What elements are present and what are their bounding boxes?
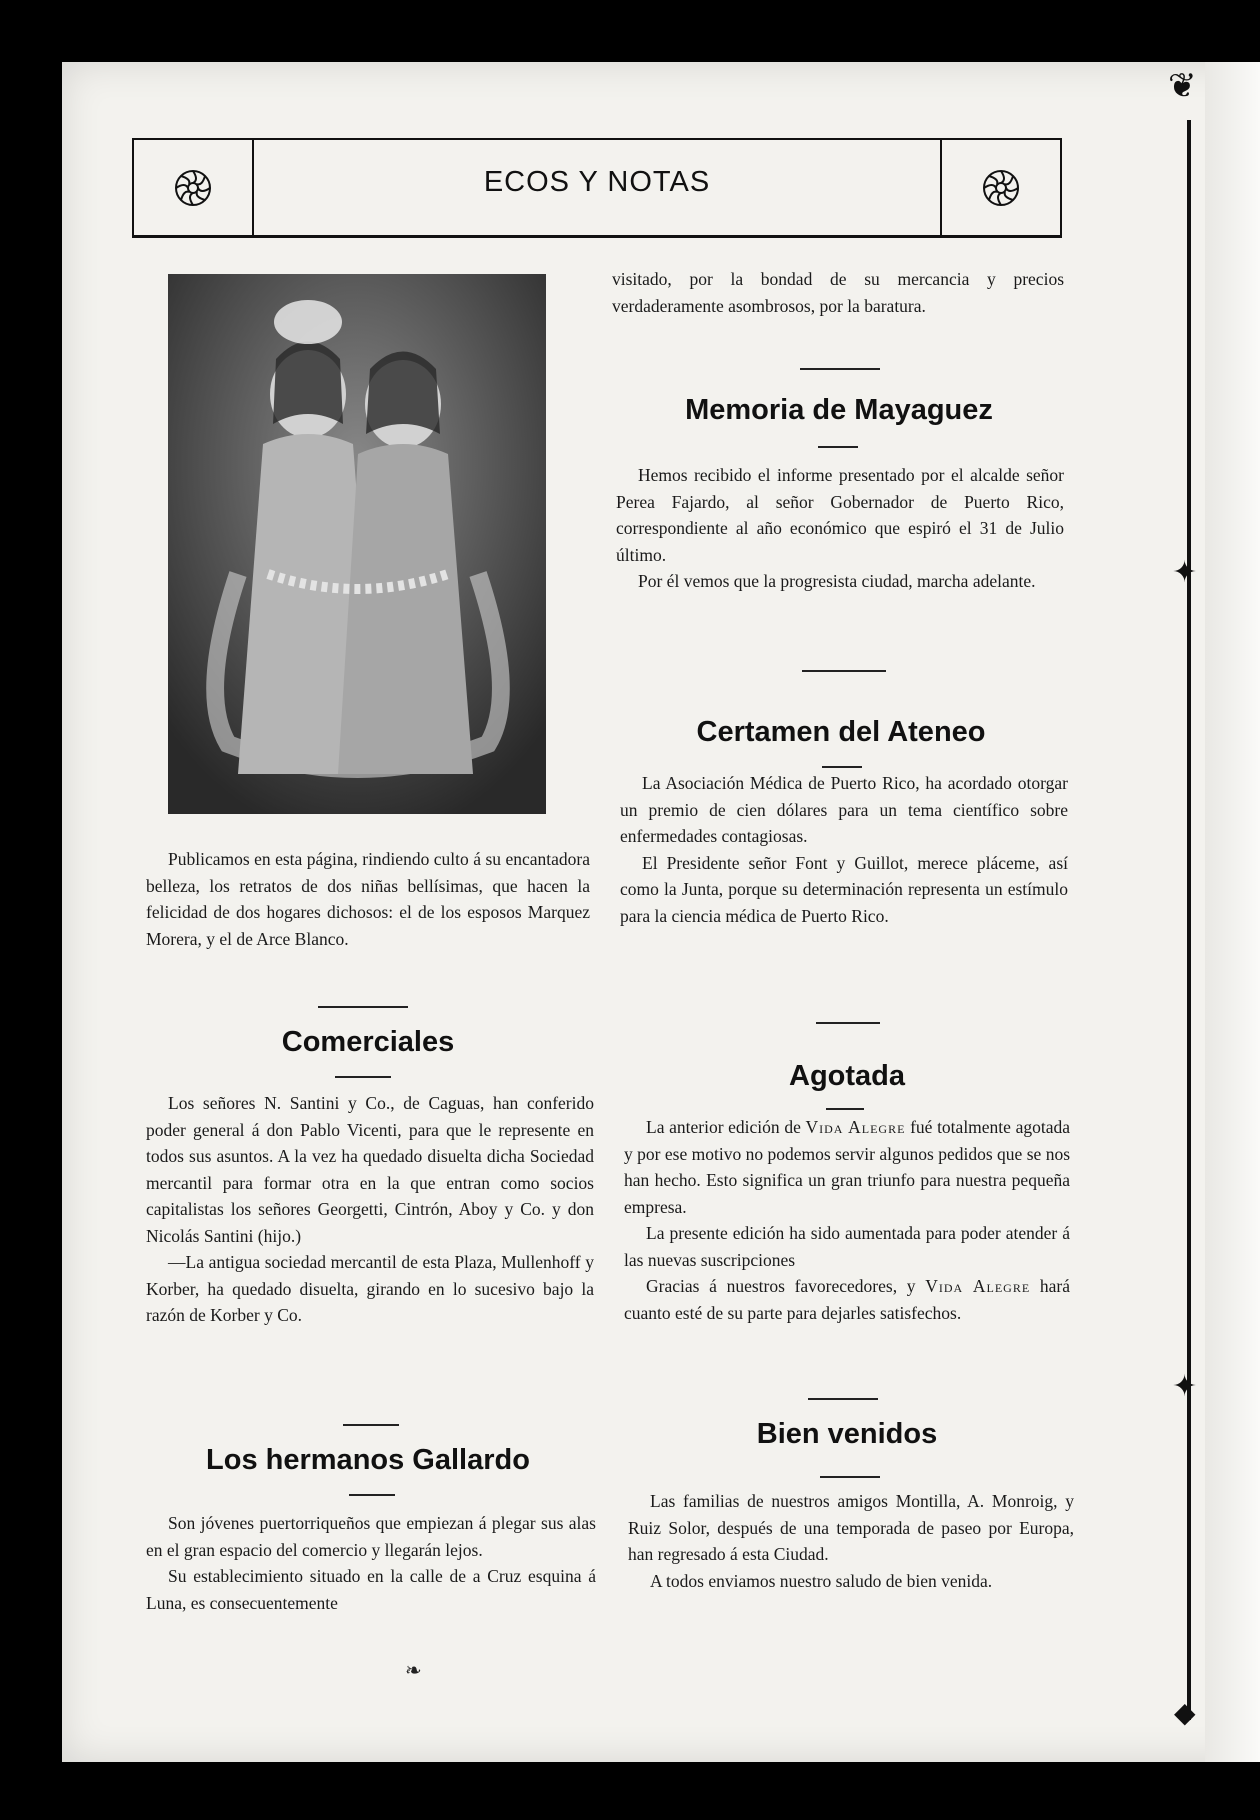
rosette-icon <box>981 168 1021 208</box>
separator-rule <box>343 1424 399 1426</box>
separator-rule <box>826 1108 864 1110</box>
portrait-photo <box>168 274 546 814</box>
separator-rule <box>818 446 858 448</box>
banner-left-cell <box>134 140 254 235</box>
portrait-photo-illustration <box>168 274 546 814</box>
continuation-paragraph: visitado, por la bondad de su mercancia y precios verdaderamente asombrosos, por la baratura. <box>612 269 1064 316</box>
page-edge <box>1205 62 1260 1762</box>
comerciales-paragraph: Los señores N. Santini y Co., de Caguas, han conferido poder general á don Pablo Vicenti, para que le represente en todos sus asuntos. A la vez ha quedado disuelta dicha Sociedad mercantil para formar otra en la que entran como socios capitalistas los señores Georgetti, Cintrón, Aboy y Co. y don Nicolás Santini (hijo.) <box>146 1093 594 1246</box>
separator-rule <box>335 1076 391 1078</box>
bienvenidos-paragraph: Las familias de nuestros amigos Montilla, A. Monroig, y Ruiz Solor, después de una temporada de paseo por Europa, han regresado á esta Ciudad. <box>628 1491 1074 1564</box>
separator-rule <box>808 1398 878 1400</box>
page-title: ECOS Y NOTAS <box>483 166 711 198</box>
magazine-name: Vida Alegre <box>925 1276 1031 1296</box>
separator-rule <box>800 368 880 370</box>
bienvenidos-paragraph: A todos enviamos nuestro saludo de bien venida. <box>650 1570 993 1591</box>
section-heading-agotada: Agotada <box>789 1060 905 1092</box>
ornament-icon: ❦ <box>1168 68 1197 105</box>
decorative-border-rule <box>1187 120 1191 1720</box>
banner-right-cell <box>940 140 1060 235</box>
separator-rule <box>822 766 862 768</box>
bienvenidos-body <box>628 1488 1074 1594</box>
memoria-body <box>616 462 1064 595</box>
ornament-icon: ◆ <box>1174 1698 1196 1729</box>
agotada-text: fué totalmente agotada y por ese motivo no podemos servir algunos pedidos que se nos han hecho. Esto significa un gran triunfo para nuestra pequeña empresa. <box>624 1117 1070 1217</box>
section-heading-memoria: Memoria de Mayaguez <box>685 394 993 426</box>
certamen-body <box>620 770 1068 929</box>
ornament-icon: ✦ <box>1172 1370 1198 1403</box>
comerciales-paragraph: —La antigua sociedad mercantil de esta Plaza, Mullenhoff y Korber, ha quedado disuelta, girando en lo sucesivo bajo la razón de Korber y Co. <box>146 1252 594 1325</box>
section-banner <box>132 138 1062 238</box>
agotada-paragraph: La presente edición ha sido aumentada para poder atender á las nuevas suscripciones <box>624 1223 1070 1270</box>
section-heading-certamen: Certamen del Ateneo <box>696 716 986 748</box>
memoria-paragraph: Por él vemos que la progresista ciudad, marcha adelante. <box>638 571 1036 591</box>
gallardo-paragraph: Su establecimiento situado en la calle de a Cruz esquina á Luna, es consecuentemente <box>146 1566 596 1613</box>
agotada-paragraph <box>624 1273 1070 1326</box>
gallardo-paragraph: Son jóvenes puertorriqueños que empiezan á plegar sus alas en el gran espacio del comercio y llegarán lejos. <box>146 1513 596 1560</box>
memoria-paragraph: Hemos recibido el informe presentado por el alcalde señor Perea Fajardo, al señor Gobernador de Puerto Rico, correspondiente al año económico que espiró el 31 de Julio último. <box>616 465 1064 565</box>
gallardo-continuation <box>612 266 1064 319</box>
certamen-paragraph: El Presidente señor Font y Guillot, merece pláceme, así como la Junta, porque su determinación representa un estímulo para la ciencia médica de Puerto Rico. <box>620 852 1068 926</box>
agotada-text: La anterior edición de <box>646 1117 806 1137</box>
agotada-paragraph <box>624 1114 1070 1220</box>
section-heading-bienvenidos: Bien venidos <box>756 1418 938 1450</box>
separator-rule <box>349 1494 395 1496</box>
gallardo-body <box>146 1510 596 1616</box>
certamen-paragraph: La Asociación Médica de Puerto Rico, ha acordado otorgar un premio de cien dólares para un tema científico sobre enfermedades contagiosas. <box>620 773 1068 846</box>
separator-rule <box>820 1476 880 1478</box>
section-heading-gallardo: Los hermanos Gallardo <box>206 1444 530 1476</box>
agotada-text: hará cuanto esté de su parte para dejarles satisfechos. <box>624 1276 1070 1323</box>
caption-paragraph: Publicamos en esta página, rindiendo culto á su encantadora belleza, los retratos de dos niñas bellísimas, que hacen la felicidad de dos hogares dichosos: el de los esposos Marquez Morera, y el de Arce Blanco. <box>146 849 590 949</box>
separator-rule <box>816 1022 880 1024</box>
ornament-icon: ✦ <box>1172 556 1198 589</box>
section-heading-comerciales: Comerciales <box>281 1026 455 1058</box>
rosette-icon <box>173 168 213 208</box>
comerciales-body <box>146 1090 594 1329</box>
printer-mark: ❧ <box>405 1660 422 1682</box>
agotada-text: Gracias á nuestros favorecedores, y <box>646 1276 926 1296</box>
photo-caption <box>146 846 590 952</box>
magazine-name: Vida Alegre <box>805 1117 906 1137</box>
separator-rule <box>318 1006 408 1008</box>
separator-rule <box>802 670 886 672</box>
agotada-body <box>624 1114 1070 1326</box>
